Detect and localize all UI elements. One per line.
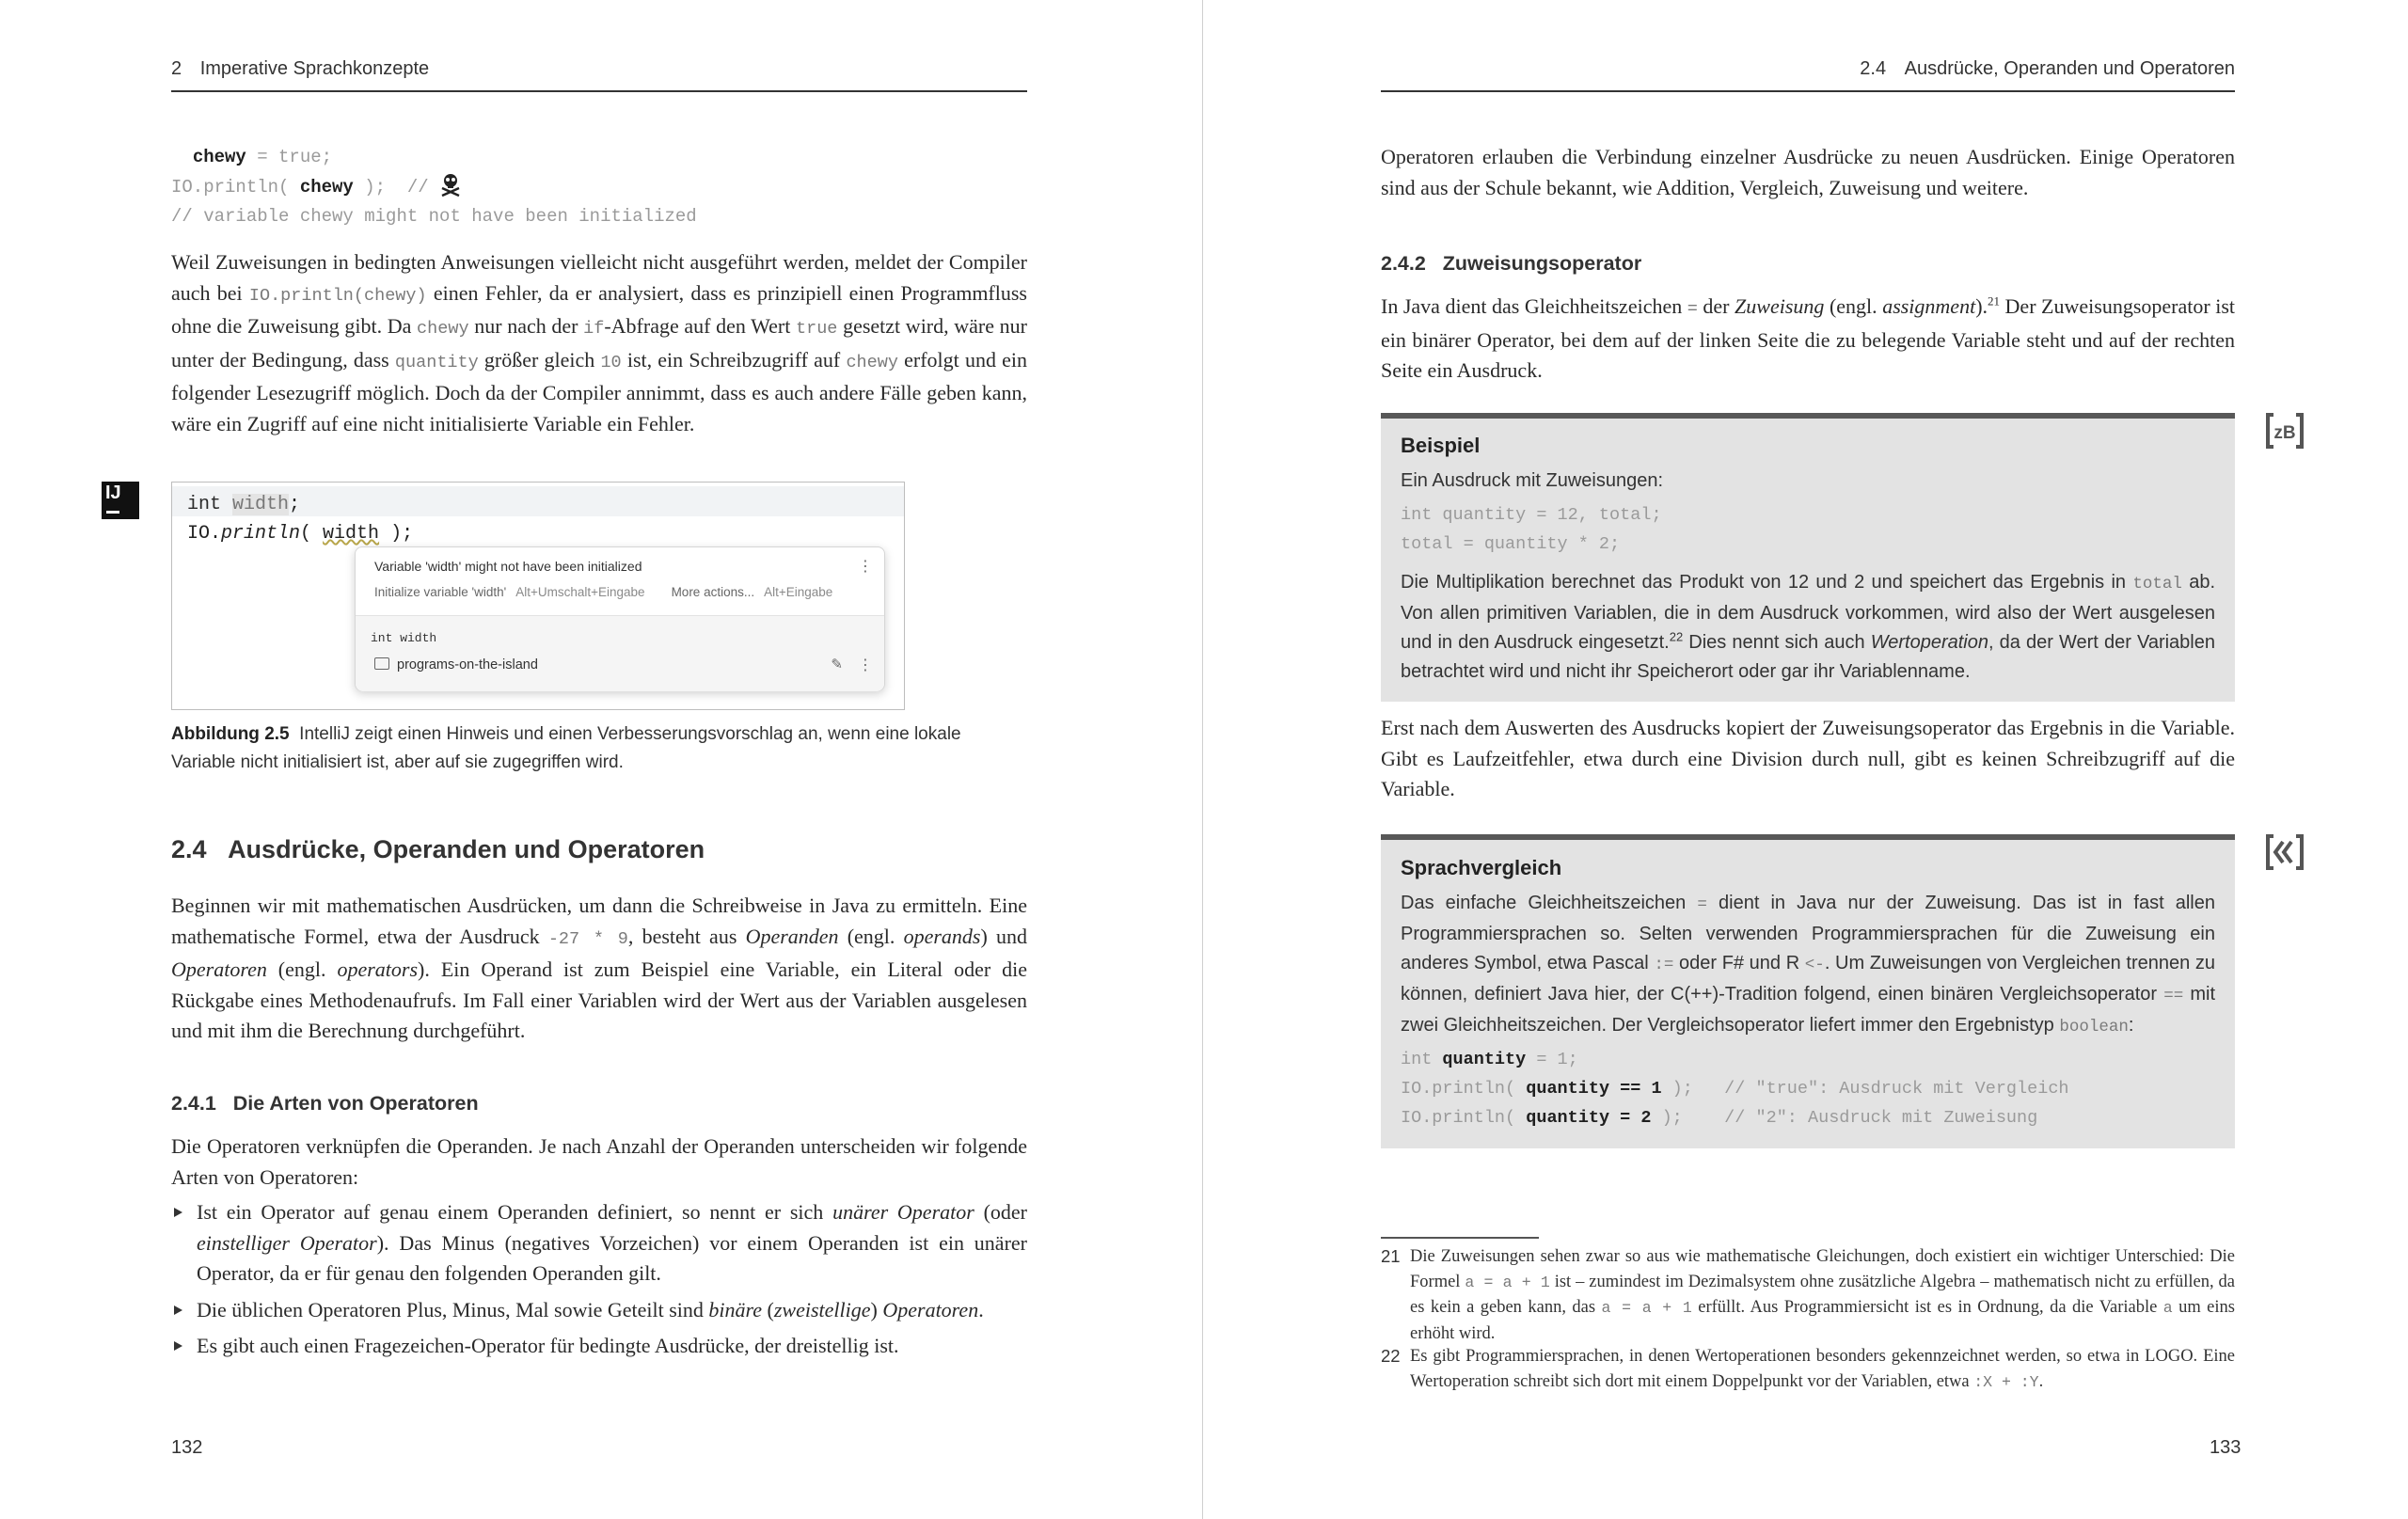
module-label: programs-on-the-island <box>374 657 538 672</box>
inspection-popup <box>355 546 885 691</box>
footnote-rule <box>1381 1237 1539 1239</box>
example-code: int quantity = 12, total; total = quantity * 2; <box>1401 505 1662 554</box>
right-page <box>1203 0 2408 1519</box>
footnote-ref[interactable]: 22 <box>1669 629 1684 644</box>
footnote-ref[interactable]: 21 <box>1988 293 2001 309</box>
paragraph-operands-operators: Beginnen wir mit mathematischen Ausdrücken, um dann die Schreibweise in Java zu ermitteln. Eine mathematische Formel, etwa der Ausdruck -27 * 9, besteht aus Operanden (engl. operands) und Operatoren (engl. operators). Ein Operand ist zum Beispiel eine Variable, ein Literal oder die Rückgabe eines Methodenaufrufs. Im Fall einer Variablen wird der Wert aus der Variablen ausgelesen und mit ihm die Berechnung durchgeführt. <box>171 894 1028 1042</box>
paragraph-assignment: In Java dient das Gleichheitszeichen = der Zuweisung (engl. assignment).$^{21}$ Der Zuweisungsoperator ist ein binärer Operator, bei dem auf der linken Seite die zu belegende Variable steht und auf der rechten Seite ein Ausdruck. <box>1381 293 2236 382</box>
list-item: Es gibt auch einen Fragezeichen-Operator für bedingte Ausdrücke, der dreistellig ist. <box>171 1331 1027 1362</box>
code-block-chewy: chewy = true; IO.println( chewy ); // // variable chewy might not have been initialized <box>171 147 697 227</box>
popup-message: Variable 'width' might not have been initialized <box>374 559 642 574</box>
variable-signature: int width <box>371 631 437 645</box>
language-compare-icon <box>2265 833 2305 871</box>
initialize-variable-action[interactable]: Initialize variable 'width' <box>374 585 507 599</box>
intellij-screenshot-figure <box>171 482 905 710</box>
skull-crossbones-icon <box>439 172 462 197</box>
svg-text:zB: zB <box>2273 423 2296 443</box>
code-editor: int width; IO.println( width ); <box>187 494 414 545</box>
footnote-21: 21 Die Zuweisungen sehen zwar so aus wie mathematische Gleichungen, doch existiert ein wichtiger Unterschied: Die Formel a = a + 1 ist – zumindest im Dezimalsystem ohne zusätzliche Algebra – mathematisch nicht zu erfüllen, da es kein a geben kann, das a = a + 1 erfüllt. Aus Programmiersicht ist es in Ordnung, da die Variable a um eins erhöht wird. <box>1381 1246 2235 1343</box>
subsection-heading: 2.4.1 Die Arten von Operatoren <box>171 1092 479 1115</box>
page-number: 132 <box>171 1437 203 1458</box>
box-title: Beispiel <box>1401 434 1481 457</box>
folder-icon <box>374 657 389 670</box>
page-number: 133 <box>2210 1437 2242 1458</box>
more-options-icon[interactable]: ⋮ <box>858 559 873 575</box>
paragraph-operator-intro: Operatoren erlauben die Verbindung einzelner Ausdrücke zu neuen Ausdrücken. Einige Operatoren sind aus der Schule bekannt, wie Addition, Vergleich, Zuweisung und weitere. <box>1381 145 2235 199</box>
figure-caption: Abbildung 2.5 IntelliJ zeigt einen Hinweis und einen Verbesserungsvorschlag an, wenn eine lokale Variable nicht initialisiert ist, aber auf sie zugegriffen wird. <box>171 724 961 772</box>
section-number: 2.4 <box>1860 58 1887 79</box>
paragraph-evaluation: Erst nach dem Auswerten des Ausdrucks kopiert der Zuweisungsoperator das Ergebnis in die Variable. Gibt es Laufzeitfehler, etwa durch eine Division durch null, gibt es keinen Schreibzugriff auf die Variable. <box>1381 716 2235 800</box>
operator-kinds-list <box>171 1197 1027 1368</box>
subsection-heading: 2.4.2 Zuweisungsoperator <box>1381 252 1642 275</box>
more-options-icon[interactable]: ⋮ <box>858 657 873 673</box>
edit-pencil-icon[interactable]: ✎ <box>831 657 843 672</box>
chapter-number: 2 <box>171 58 182 79</box>
footnote-22: 22 Es gibt Programmiersprachen, in denen Wertoperationen besonders gekennzeichnet werden, so etwa in LOGO. Eine Wertoperation schreibt sich dort mit einem Doppelpunkt vor der Variablen, etwa :X + :Y. <box>1381 1346 2235 1391</box>
paragraph-operator-kinds: Die Operatoren verknüpfen die Operanden. Je nach Anzahl der Operanden unterscheiden wir folgende Arten von Operatoren: <box>171 1134 1027 1189</box>
list-item: Ist ein Operator auf genau einem Operanden definiert, so nennt er sich unärer Operator (oder einstelliger Operator). Das Minus (negatives Vorzeichen) vor einem Operanden ist ein unärer Operator, da er für genau den folgenden Operanden gilt. <box>171 1197 1027 1290</box>
chapter-title: Imperative Sprachkonzepte <box>199 58 430 79</box>
box-intro: Ein Ausdruck mit Zuweisungen: <box>1401 470 1664 491</box>
left-page <box>0 0 1202 1519</box>
comparison-code: int quantity = 1; IO.println( quantity == 1 ); // "true": Ausdruck mit Vergleich IO.println( quantity = 2 ); // "2": Ausdruck mit Zuweisung <box>1401 1050 2069 1128</box>
list-item: Die üblichen Operatoren Plus, Minus, Mal sowie Geteilt sind binäre (zweistellige) Operatoren. <box>171 1295 1027 1326</box>
section-heading: 2.4 Ausdrücke, Operanden und Operatoren <box>171 835 705 863</box>
popup-actions <box>374 585 832 599</box>
intellij-logo-icon: IJ <box>102 482 139 519</box>
popup-footer <box>356 615 884 691</box>
box-explanation: Die Multiplikation berechnet das Produkt von 12 und 2 und speichert das Ergebnis in total ab. Von allen primitiven Variablen, die in dem Ausdruck vorkommen, wird also der Wert ausgelesen und in den Ausdruck eingesetzt.$^{22}$ Dies nennt sich auch Wertoperation, da der Wert der Variablen betrachtet wird und nicht ihr Speicherort oder gar ihr Variablenname. <box>1401 572 2216 682</box>
language-comparison-box <box>1381 834 2235 1148</box>
shortcut-label: Alt+Eingabe <box>764 585 833 599</box>
section-title: Ausdrücke, Operanden und Operatoren <box>1904 58 2235 79</box>
paragraph-compiler-error: Weil Zuweisungen in bedingten Anweisungen vielleicht nicht ausgeführt werden, meldet der Compiler auch bei IO.println(chewy) einen Fehler, da er analysiert, dass es prinzipiell einen Programmfluss ohne die Zuweisung gibt. Da chewy nur nach der if-Abfrage auf den Wert true gesetzt wird, wäre nur unter der Bedingung, dass quantity größer gleich 10 ist, ein Schreibzugriff auf chewy erfolgt und ein folgender Lesezugriff möglich. Doch da der Compiler annimmt, dass es auch andere Fälle geben kann, wäre ein Zugriff auf eine nicht initialisierte Variable ein Fehler. <box>171 250 1027 435</box>
running-head-left <box>171 56 1027 92</box>
box-explanation: Das einfache Gleichheitszeichen = dient in Java nur der Zuweisung. Das ist in fast allen Programmiersprachen so. Selten verwenden Programmiersprachen für die Zuweisung ein anderes Symbol, etwa Pascal := oder F# und R <-. Um Zuweisungen von Vergleichen trennen zu können, definiert Java hier, der C(++)-Tradition folgend, einen binären Vergleichsoperator == mit zwei Gleichheitszeichen. Der Vergleichsoperator liefert immer den Ergebnistyp boolean: <box>1401 893 2216 1036</box>
shortcut-label: Alt+Umschalt+Eingabe <box>515 585 645 599</box>
running-head-right <box>1381 56 2235 92</box>
zb-example-icon <box>2265 412 2305 450</box>
box-title: Sprachvergleich <box>1401 856 1562 879</box>
more-actions-link[interactable]: More actions... <box>671 585 755 599</box>
example-box <box>1381 413 2235 702</box>
